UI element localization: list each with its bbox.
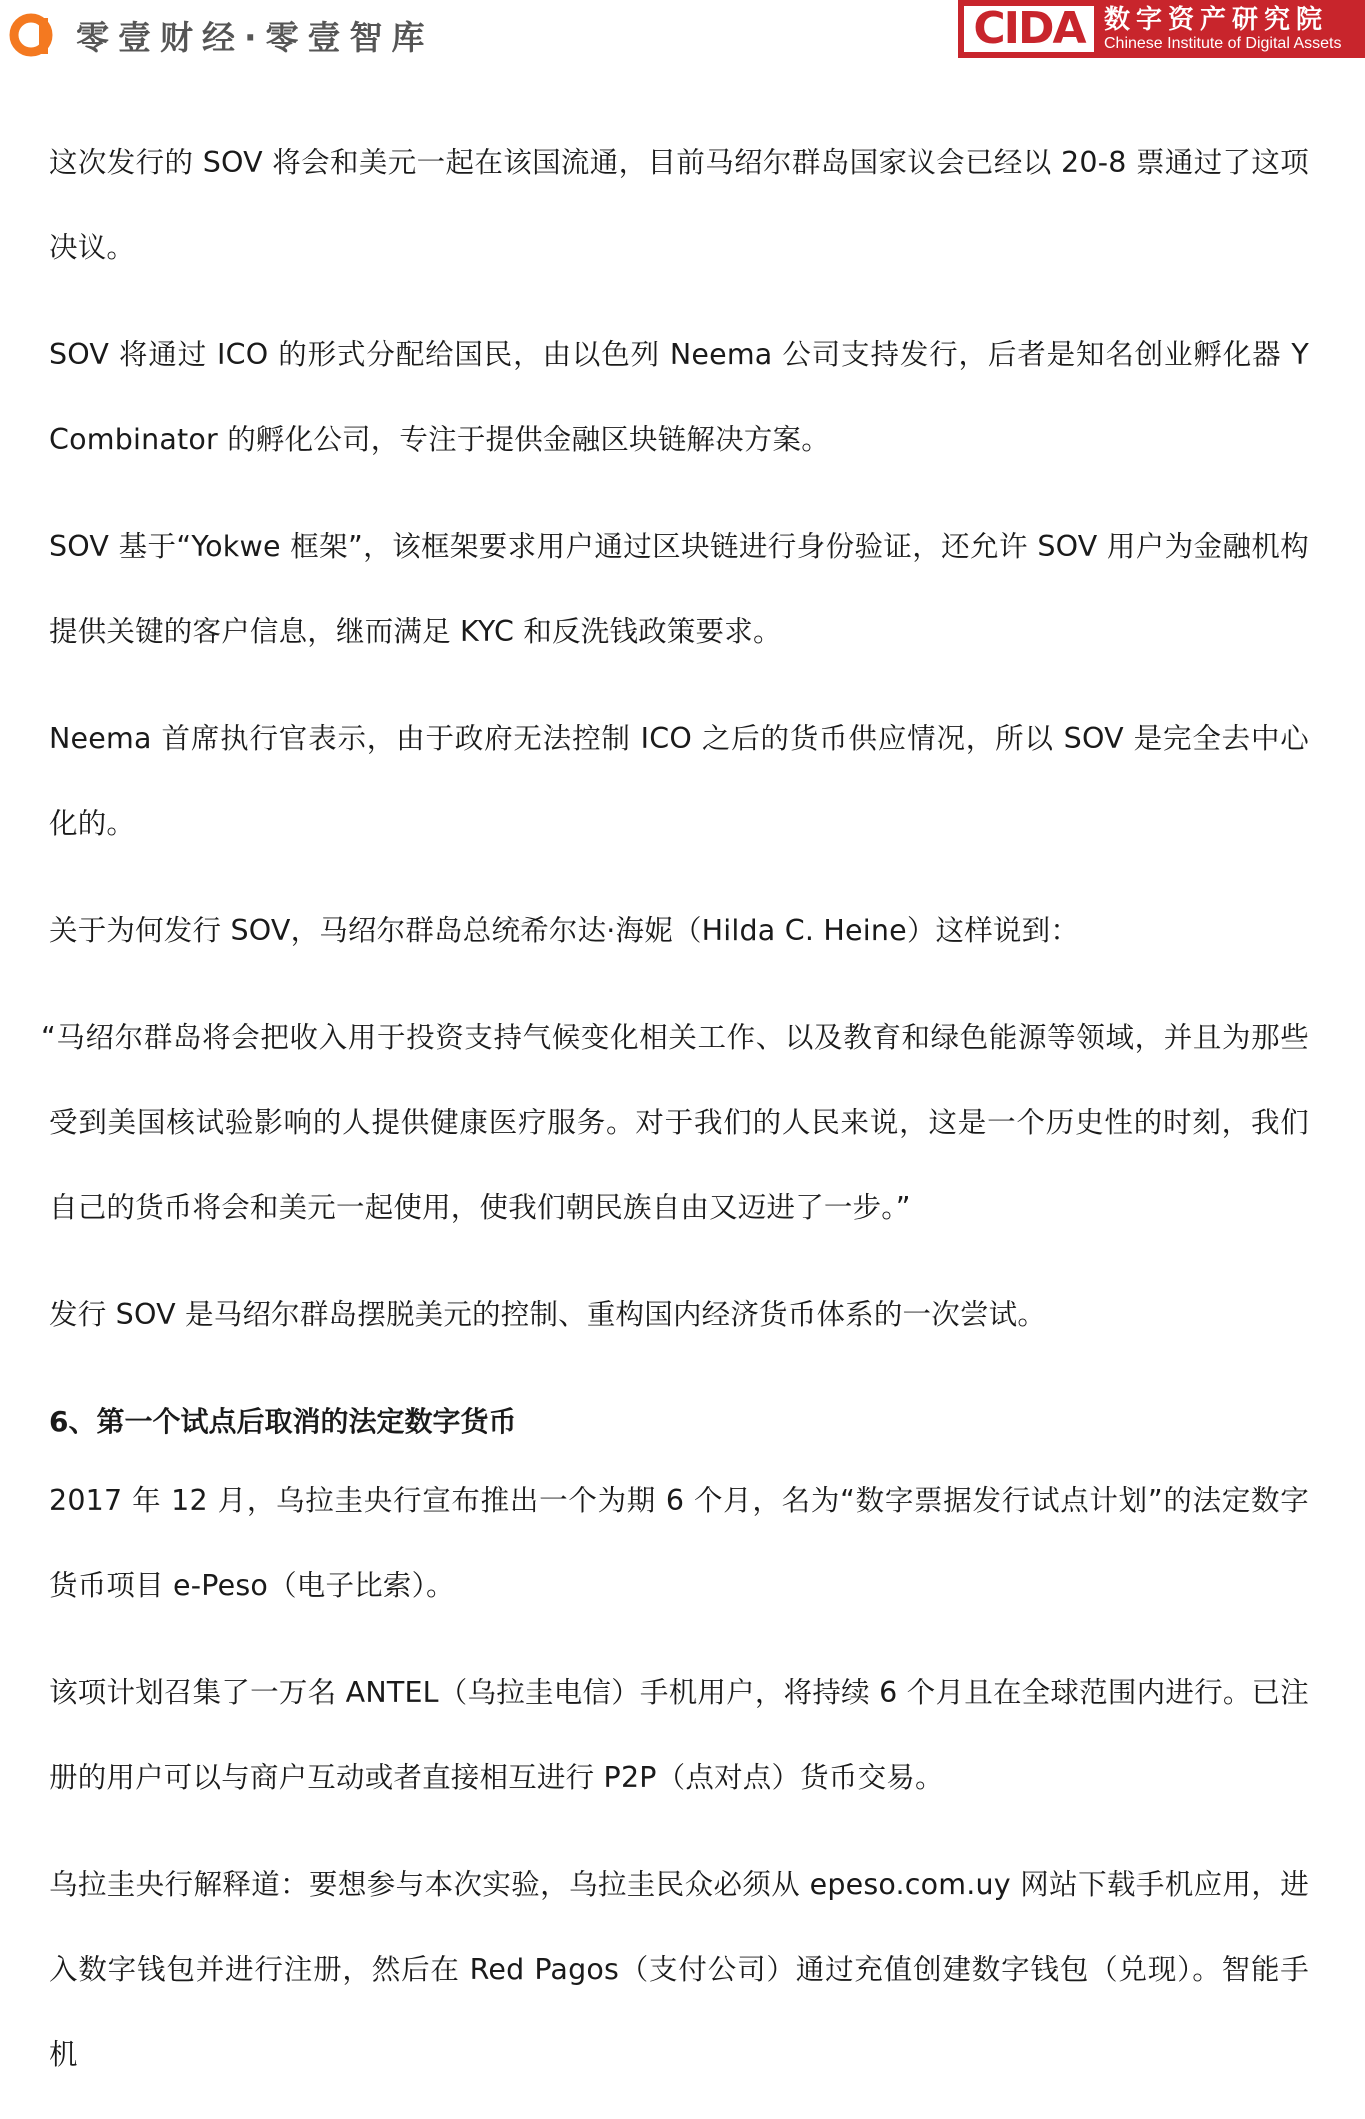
paragraph: 乌拉圭央行解释道：要想参与本次实验，乌拉圭民众必须从 epeso.com.uy 网站下载手机应用，进入数字钱包并进行注册，然后在 Red Pagos（支付公司）通过充值创建数字钱包（兑现）。智能手机 — [49, 1868, 1309, 2071]
page-header — [0, 0, 1365, 70]
cida-logo: CIDA — [964, 6, 1094, 52]
paragraph: SOV 基于“Yokwe 框架”，该框架要求用户通过区块链进行身份验证，还允许 SOV 用户为金融机构提供关键的客户信息，继而满足 KYC 和反洗钱政策要求。 — [49, 530, 1309, 648]
document-body — [41, 120, 1309, 2119]
lingyi-logo-icon — [6, 10, 56, 60]
quote-paragraph: “马绍尔群岛将会把收入用于投资支持气候变化相关工作、以及教育和绿色能源等领域，并且为那些受到美国核试验影响的人提供健康医疗服务。对于我们的人民来说，这是一个历史性的时刻，我们自己的货币将会和美元一起使用，使我们朝民族自由又迈进了一步。” — [41, 1021, 1309, 1224]
paragraph: 关于为何发行 SOV，马绍尔群岛总统希尔达·海妮（Hilda C. Heine）这样说到： — [49, 914, 1080, 947]
cida-banner — [958, 0, 1365, 58]
paragraph: 2017 年 12 月，乌拉圭央行宣布推出一个为期 6 个月，名为“数字票据发行试点计划”的法定数字货币项目 e-Peso（电子比索）。 — [49, 1484, 1309, 1602]
brand — [6, 10, 434, 60]
cida-english-name: Chinese Institute of Digital Assets — [1104, 35, 1342, 52]
paragraph: 该项计划召集了一万名 ANTEL（乌拉圭电信）手机用户，将持续 6 个月且在全球范围内进行。已注册的用户可以与商户互动或者直接相互进行 P2P（点对点）货币交易。 — [49, 1676, 1309, 1794]
paragraph: 发行 SOV 是马绍尔群岛摆脱美元的控制、重构国内经济货币体系的一次尝试。 — [49, 1298, 1047, 1331]
paragraph: SOV 将通过 ICO 的形式分配给国民，由以色列 Neema 公司支持发行，后者是知名创业孵化器 Y Combinator 的孵化公司，专注于提供金融区块链解决方案。 — [49, 338, 1309, 456]
brand-name: 零壹财经·零壹智库 — [76, 17, 434, 57]
section-heading: 6、第一个试点后取消的法定数字货币 — [49, 1405, 517, 1438]
cida-text — [1104, 5, 1341, 53]
paragraph: 这次发行的 SOV 将会和美元一起在该国流通，目前马绍尔群岛国家议会已经以 20-8 票通过了这项决议。 — [49, 146, 1309, 264]
paragraph: Neema 首席执行官表示，由于政府无法控制 ICO 之后的货币供应情况，所以 SOV 是完全去中心化的。 — [49, 722, 1309, 840]
cida-chinese-name: 数字资产研究院 — [1104, 5, 1329, 35]
